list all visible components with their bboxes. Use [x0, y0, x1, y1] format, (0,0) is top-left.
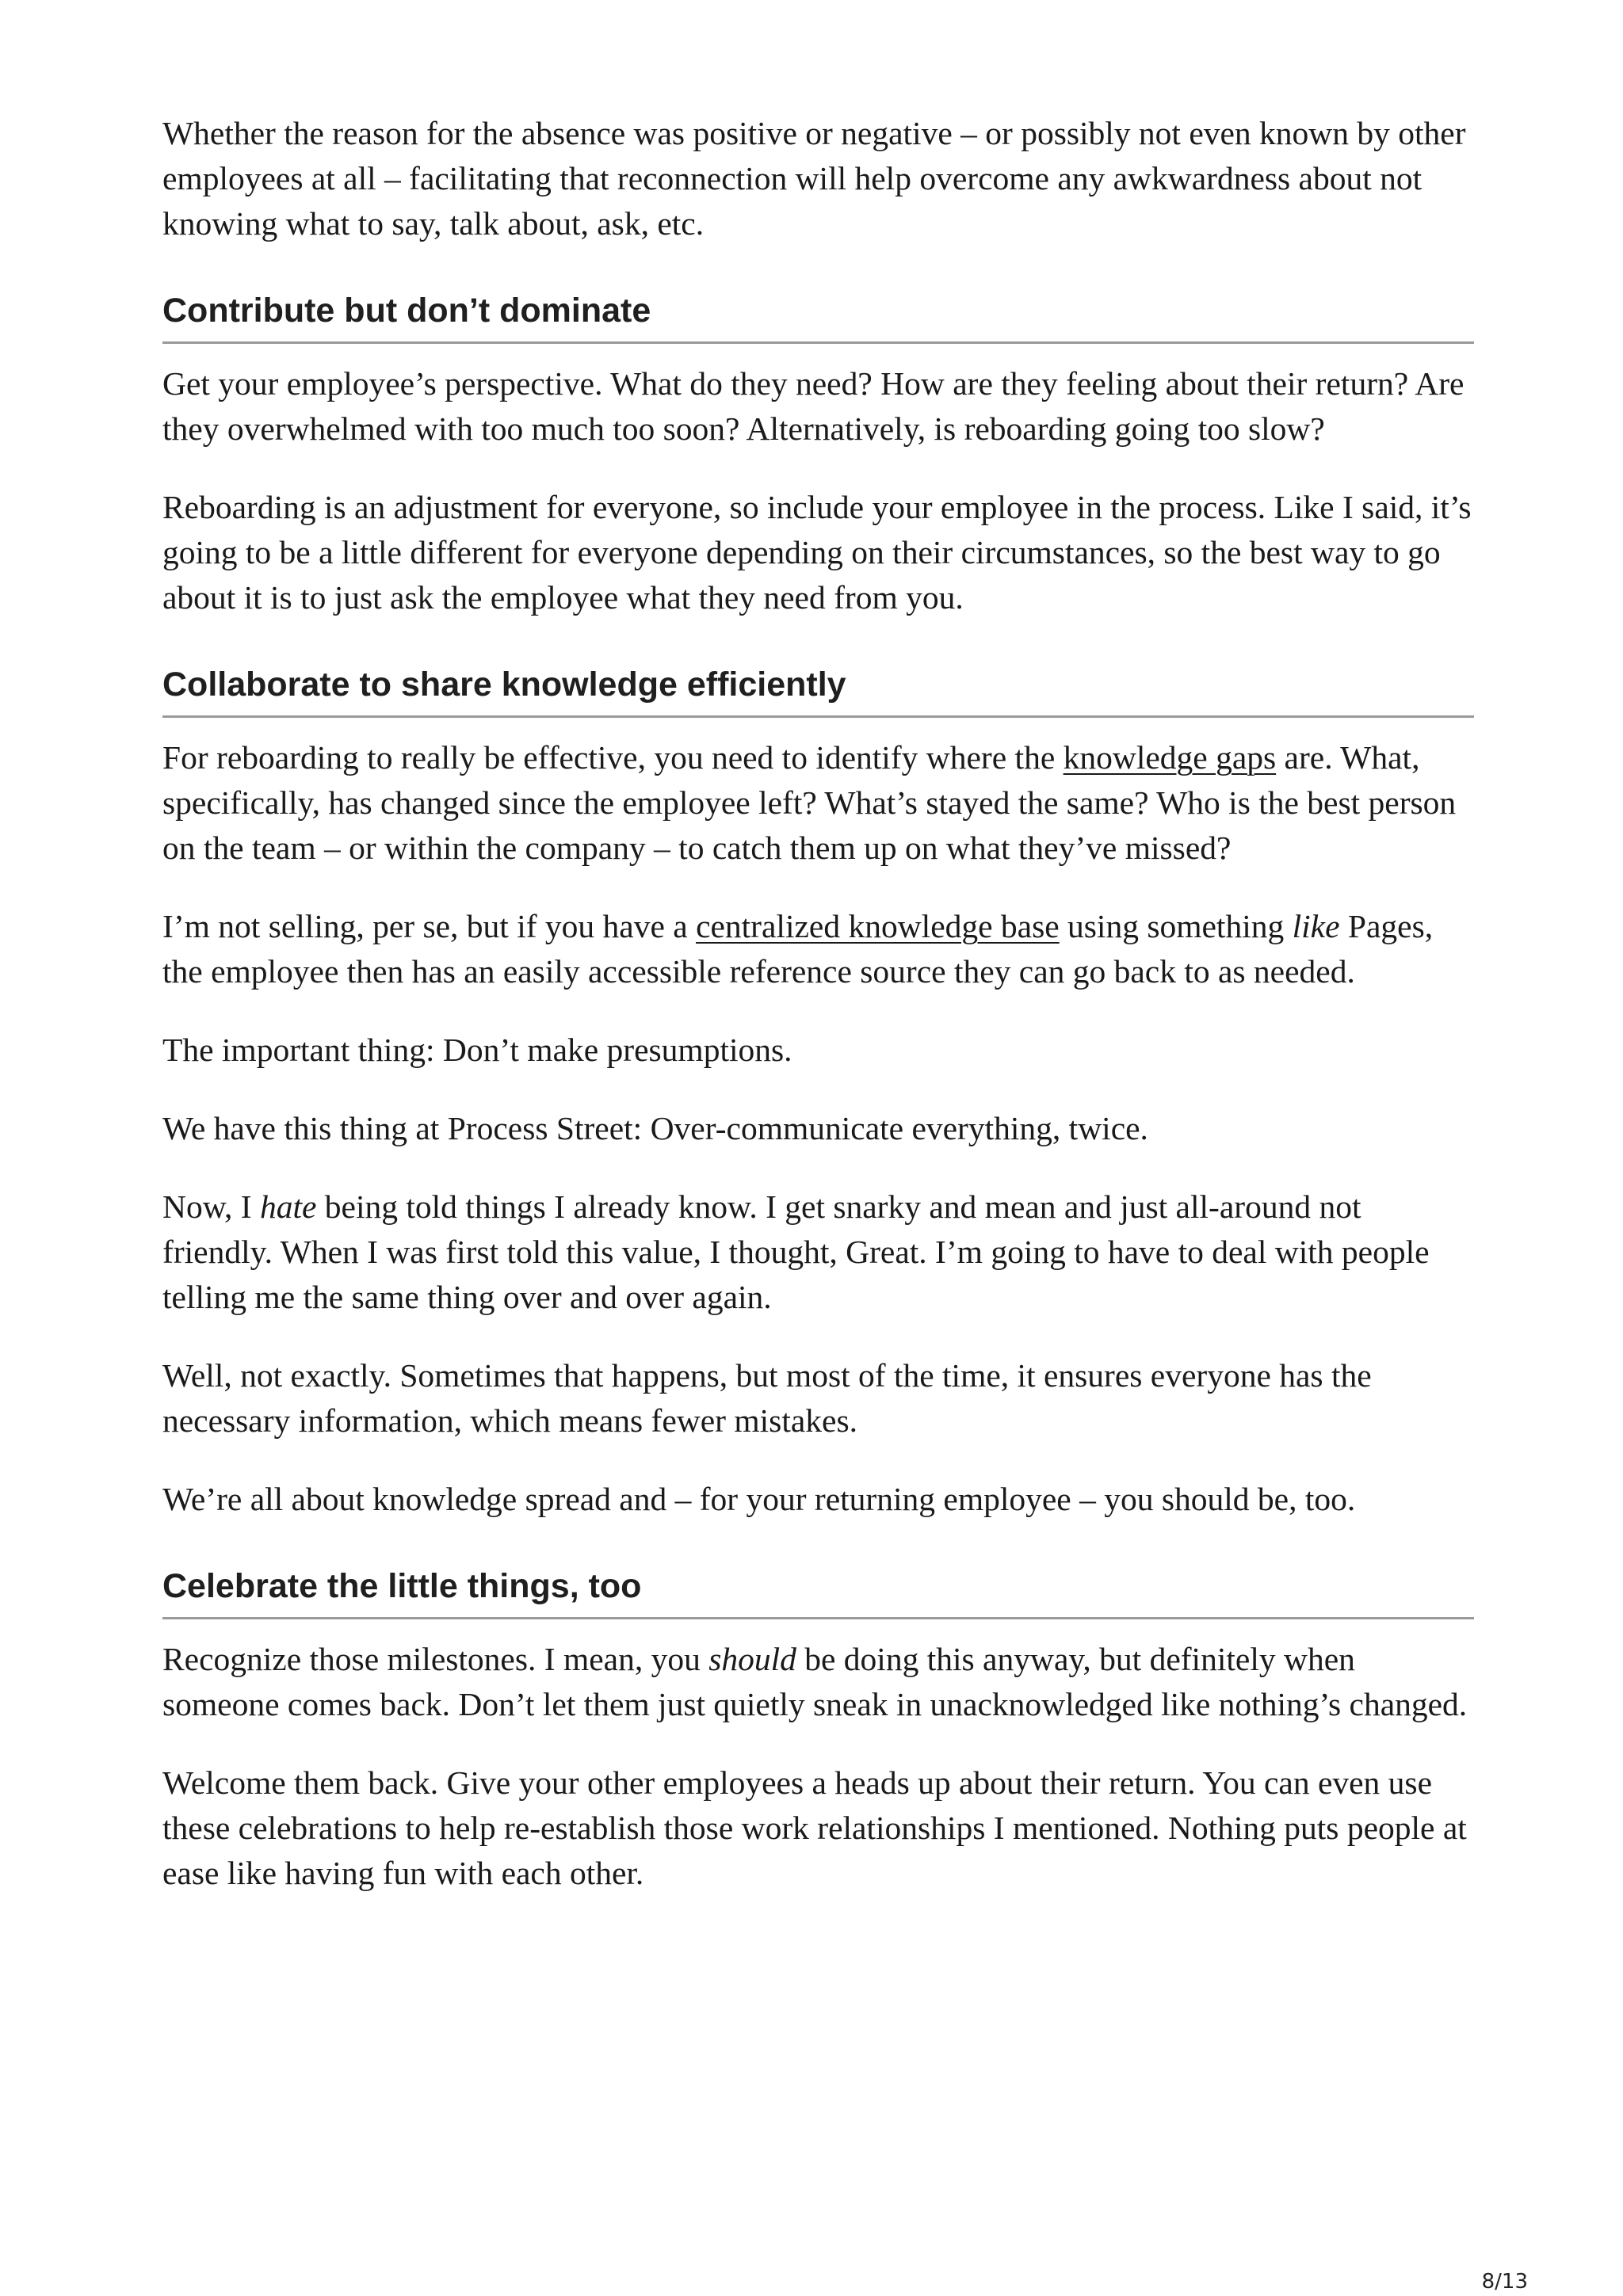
- text-span: being told things I already know. I get snarky and mean and just all-around not friendly. When I was first told this value, I thought, Great. I’m going to have to deal with people telling me the same thing over and over again.: [162, 1188, 1430, 1315]
- paragraph: [162, 735, 1474, 871]
- text-span: using something: [1059, 908, 1293, 944]
- paragraph: Welcome them back. Give your other employees a heads up about their return. You can even use these celebrations to help re-establish those work relationships I mentioned. Nothing puts people at ease like having fun with each other.: [162, 1764, 1467, 1891]
- section-heading-celebrate: Celebrate the little things, too: [162, 1563, 1474, 1619]
- text-span: be doing this anyway, but definitely when someone comes back. Don’t let them just quietly sneak in unacknowledged like nothing’s changed.: [162, 1641, 1468, 1722]
- text-span: Now, I: [162, 1188, 260, 1225]
- knowledge-gaps-link[interactable]: knowledge gaps: [1063, 739, 1277, 776]
- paragraph: [162, 904, 1474, 994]
- text-span: I’m not selling, per se, but if you have a: [162, 908, 697, 944]
- section-heading-collaborate: Collaborate to share knowledge efficiently: [162, 662, 1474, 718]
- paragraph: [162, 1184, 1474, 1320]
- paragraph: [162, 1637, 1474, 1727]
- text-span: For reboarding to really be effective, you need to identify where the: [162, 739, 1064, 776]
- paragraph: Whether the reason for the absence was positive or negative – or possibly not even known by other employees at all – facilitating that reconnection will help overcome any awkwardness about not knowing what to say, talk about, ask, etc.: [162, 115, 1466, 242]
- paragraph: Get your employee’s perspective. What do they need? How are they feeling about their return? Are they overwhelmed with too much too soon? Alternatively, is reboarding going too slow?: [162, 365, 1465, 447]
- paragraph: We’re all about knowledge spread and – for your returning employee – you should be, too.: [162, 1481, 1356, 1517]
- text-span: Pages, the employee then has an easily accessible reference source they can go back to as needed.: [162, 908, 1434, 990]
- emphasis-text: like: [1292, 908, 1340, 944]
- paragraph: We have this thing at Process Street: Over-communicate everything, twice.: [162, 1110, 1148, 1146]
- paragraph: Reboarding is an adjustment for everyone, so include your employee in the process. Like I said, it’s going to be a little different for everyone depending on their circumstances, so the best way to go about it is to just ask the employee what they need from you.: [162, 489, 1472, 616]
- emphasis-text: should: [708, 1641, 796, 1677]
- text-span: Recognize those milestones. I mean, you: [162, 1641, 709, 1677]
- emphasis-text: hate: [259, 1188, 317, 1225]
- centralized-knowledge-base-link[interactable]: centralized knowledge base: [696, 908, 1060, 944]
- paragraph: Well, not exactly. Sometimes that happens, but most of the time, it ensures everyone has the necessary information, which means fewer mistakes.: [162, 1357, 1372, 1439]
- text-span: are. What, specifically, has changed since the employee left? What’s stayed the same? Who is the best person on the team – or within the company – to catch them up on what they’ve missed?: [162, 739, 1457, 866]
- page-number: 8/13: [1481, 2270, 1528, 2294]
- section-heading-contribute: Contribute but don’t dominate: [162, 288, 1474, 344]
- paragraph: The important thing: Don’t make presumptions.: [162, 1032, 792, 1068]
- article-body: [162, 111, 1474, 1929]
